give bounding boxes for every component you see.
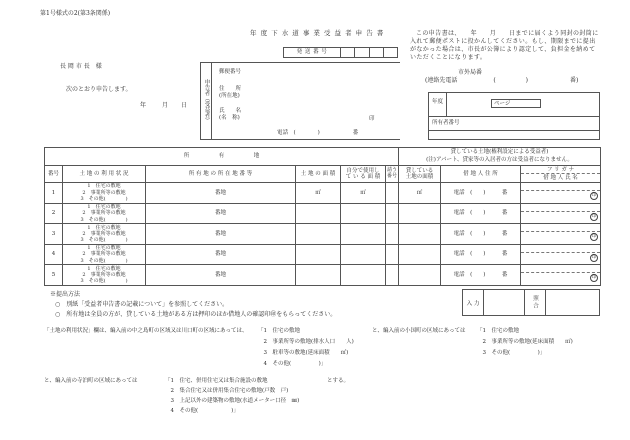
rented-area-cell [399, 265, 441, 286]
usage-option: 2 事業所等の敷地 [82, 230, 126, 237]
usage-option: 1 住宅の敷地 [87, 183, 121, 190]
tenant-phone: 電話 ( ) 番 [453, 272, 508, 279]
usage-note-c-item: 2 集合住宅又は併用集合住宅の敷地(戸数 戸) [170, 388, 289, 394]
rented-area-unit: ㎡ [416, 189, 423, 196]
verify-label: 照合 [525, 290, 546, 315]
self-use-unit: ㎡ [360, 189, 366, 196]
banchi-label: 番地 [214, 251, 226, 258]
contact-phone: (連絡先電話 ( ) 番) [425, 77, 579, 84]
rented-land-note: (注)アパート、貸家等の入居者の方は受益者になりません。 [426, 156, 573, 163]
dispatch-number-cell [370, 48, 384, 57]
furigana-divider [521, 272, 600, 273]
usage-option: 2 事業所等の敷地 [82, 251, 126, 258]
usage-note-a-item: 3 駐車等の敷地(延床面積 ㎡) [263, 350, 349, 356]
col-rented-area [399, 166, 441, 183]
usage-option: 3 その他( ) [80, 195, 128, 202]
name-label: 氏 名 [219, 108, 242, 114]
location-cell [146, 265, 296, 286]
applicant-side-label: 申告者（受益者） [201, 63, 212, 139]
date-day: 日 [181, 102, 188, 109]
col-location: 所 有 地 の 所 在 地 番 等 [146, 166, 296, 183]
postal-code-label: 郵便番号 [219, 69, 242, 75]
submission-item: ○ 別紙「受益者申告書の記載について」を参照してください。 [55, 301, 229, 308]
address-sub-label: (所在地) [219, 93, 240, 99]
deadline-notice: この申告書は、 年 月 日までに届くよう同封の封筒に入れて郵便ポストに投かんしてください。もし、期限までに提出がなかった場合は、市長が公簿により認定して、負担金を納めていただくことになります。 [410, 30, 599, 61]
banchi-label: 番地 [214, 210, 226, 217]
location-cell [146, 203, 296, 224]
usage-option: 1 住宅の敷地 [87, 203, 121, 210]
row-number: 3 [45, 224, 63, 245]
row-number: 1 [45, 183, 63, 204]
table-row [45, 224, 601, 245]
usage-option: 1 住宅の敷地 [87, 245, 121, 252]
tenant-name-cell [521, 203, 601, 224]
banchi-label: 番地 [214, 230, 226, 237]
tenant-address-cell [441, 203, 521, 224]
land-usage-options [63, 183, 146, 204]
tenant-address-cell [441, 244, 521, 265]
office-use-box [428, 92, 600, 140]
furigana-divider [521, 211, 600, 212]
usage-option: 3 その他( ) [80, 237, 128, 244]
tenant-address-cell [441, 224, 521, 245]
self-use-area-cell [341, 265, 386, 286]
col-request-number [386, 166, 399, 183]
usage-note-a-item: 「1 住宅の敷地 [258, 328, 300, 334]
dispatch-number-cell [384, 48, 397, 57]
usage-option: 3 その他( ) [80, 278, 128, 285]
usage-note-c-item: 「1 住宅、併用住宅又は集合施設の敷地 [165, 378, 268, 384]
tenant-name-cell [521, 183, 601, 204]
name-sub-label: (名 称) [219, 115, 240, 121]
dispatch-number-cell [355, 48, 369, 57]
tenant-phone: 電話 ( ) 番 [453, 210, 508, 217]
rented-area-cell [399, 183, 441, 204]
land-area-cell [296, 224, 341, 245]
request-number-cell [386, 183, 399, 204]
input-label: 入 力 [463, 290, 484, 315]
tenant-seal: 印 [591, 275, 597, 281]
rented-land-title: 貸している土地(権利設定による受益者) [450, 149, 549, 155]
page-label: ページ [491, 99, 541, 108]
col-rented-area-line1: 貸している [405, 167, 434, 174]
date-month: 月 [162, 102, 169, 109]
owned-land-header: 所 有 地 [45, 148, 399, 166]
land-area-cell [296, 265, 341, 286]
location-cell [146, 244, 296, 265]
usage-note-a-item: 2 事業所等の敷地(排水人口 人) [263, 339, 354, 345]
applicant-box [200, 62, 400, 140]
col-self-use-line1: 自分で使用し [346, 167, 380, 174]
col-self-use-area [341, 166, 386, 183]
applicant-seal-mark: 印 [369, 116, 375, 122]
usage-option: 2 事業所等の敷地 [82, 210, 126, 217]
submission-item: ○ 所有地は全員の方が、貸している土地がある方は押印のほか借地人の確認印㊞をもらってください。 [55, 311, 337, 318]
dispatch-number-cell [341, 48, 355, 57]
usage-option: 3 その他( ) [80, 257, 128, 264]
date-year: 年 [140, 102, 147, 109]
usage-option: 3 その他( ) [80, 216, 128, 223]
rented-area-cell [399, 224, 441, 245]
rented-area-cell [399, 203, 441, 224]
col-tenant-name-label: 借 地 人 氏 名 [543, 175, 578, 181]
col-rented-area-line2: 土地の面積 [405, 174, 434, 180]
table-row [45, 183, 601, 204]
usage-note-intro: 「土地の利用状況」欄は、編入前の中之島町の区域又は川口町の区域にあっては、 [44, 328, 248, 334]
verify-cell [546, 290, 599, 315]
self-use-area-cell [341, 244, 386, 265]
table-column-header-row [45, 166, 601, 183]
row-number: 2 [45, 203, 63, 224]
furigana-divider [521, 252, 600, 253]
owner-number-label: 所有者番号 [432, 120, 460, 126]
usage-note-b-item: 3 その他( )」 [482, 350, 546, 356]
dispatch-number-label: 発 送 番 号 [284, 48, 341, 57]
request-number-cell [386, 244, 399, 265]
col-furigana: フ リ ガ ナ [521, 166, 600, 174]
tenant-phone: 電話 ( ) 番 [453, 251, 508, 258]
dispatch-number-box [283, 47, 398, 58]
usage-option: 1 住宅の敷地 [87, 265, 121, 272]
tenant-phone: 電話 ( ) 番 [453, 189, 508, 196]
col-tenant-address: 借 地 人 住 所 [441, 166, 521, 183]
tenant-seal: 印 [591, 213, 597, 219]
land-area-cell [296, 203, 341, 224]
usage-option: 2 事業所等の敷地 [82, 272, 126, 279]
col-self-use-line2: て い る 面 積 [345, 174, 381, 180]
land-usage-options [63, 265, 146, 286]
banchi-label: 番地 [214, 189, 226, 196]
land-usage-options [63, 224, 146, 245]
tenant-address-cell [441, 183, 521, 204]
land-area-cell [296, 244, 341, 265]
self-use-area-cell [341, 203, 386, 224]
col-number: 番号 [45, 166, 63, 183]
location-cell [146, 224, 296, 245]
col-land-area: 土 地 の 面 積 [296, 166, 341, 183]
self-use-area-cell [341, 183, 386, 204]
declaration-text: 次のとおり申告します。 [66, 86, 132, 93]
col-request-line1: 請う [387, 167, 398, 174]
input-cell [484, 290, 525, 315]
col-request-line2: 番号 [387, 173, 398, 179]
table-header-row [45, 148, 601, 166]
tenant-seal: 印 [591, 254, 597, 260]
request-number-cell [386, 224, 399, 245]
usage-note-c-item: 3 上記以外の建築物の敷地(水道メーター口径 ㎜) [170, 398, 300, 404]
col-land-usage: 土 地 の 利 用 状 況 [63, 166, 146, 183]
usage-option: 1 住宅の敷地 [87, 224, 121, 231]
rented-area-cell [399, 244, 441, 265]
tenant-name-cell [521, 265, 601, 286]
tenant-seal: 印 [591, 193, 597, 198]
furigana-divider [521, 190, 600, 191]
tenant-phone: 電話 ( ) 番 [453, 230, 508, 237]
row-number: 5 [45, 265, 63, 286]
area-unit: ㎡ [315, 189, 321, 196]
banchi-label: 番地 [214, 272, 226, 279]
usage-note-closing: とする。 [327, 378, 350, 384]
rented-land-header [399, 148, 601, 166]
furigana-divider [521, 231, 600, 232]
self-use-area-cell [341, 224, 386, 245]
land-usage-options [63, 244, 146, 265]
tenant-seal: 印 [591, 234, 597, 240]
land-area-cell [296, 183, 341, 204]
table-row [45, 203, 601, 224]
usage-option: 2 事業所等の敷地 [82, 189, 126, 196]
tenant-name-cell [521, 224, 601, 245]
row-number: 4 [45, 244, 63, 265]
usage-note-a-item: 4 その他( )」 [263, 361, 327, 367]
office-divider [429, 130, 600, 131]
usage-note-b-item: 2 事業所等の敷地(延床面積 ㎡) [482, 339, 573, 345]
address-label: 住 所 [219, 86, 242, 92]
tenant-name-cell [521, 244, 601, 265]
fiscal-year-label: 年度 [432, 99, 444, 105]
input-verify-box [462, 289, 600, 316]
form-title: 年 度 下 水 道 事 業 受 益 者 申 告 書 [250, 29, 385, 37]
table-row [45, 244, 601, 265]
request-number-cell [386, 265, 399, 286]
col-tenant-name [521, 166, 601, 183]
usage-note-c-intro: と、編入前の寺泊町の区域にあっては [44, 378, 138, 384]
tenant-address-cell [441, 265, 521, 286]
table-row [45, 265, 601, 286]
land-table [44, 147, 601, 286]
usage-note-c-item: 4 その他( )」 [170, 408, 239, 414]
land-usage-options [63, 203, 146, 224]
form-id: 第1号様式の2(第3条関係) [40, 10, 111, 17]
usage-note-b-intro: と、編入前の小国町の区域にあっては [372, 328, 466, 334]
usage-note-b-item: 「1 住宅の敷地 [477, 328, 519, 334]
location-cell [146, 183, 296, 204]
applicant-phone: 電話 ( ) 番 [277, 130, 359, 136]
office-divider [429, 116, 600, 117]
addressee: 長 岡 市 長 様 [60, 63, 102, 70]
area-code-label: 市外局番 [458, 69, 483, 76]
request-number-cell [386, 203, 399, 224]
submission-title: ※提出方法 [50, 291, 81, 298]
